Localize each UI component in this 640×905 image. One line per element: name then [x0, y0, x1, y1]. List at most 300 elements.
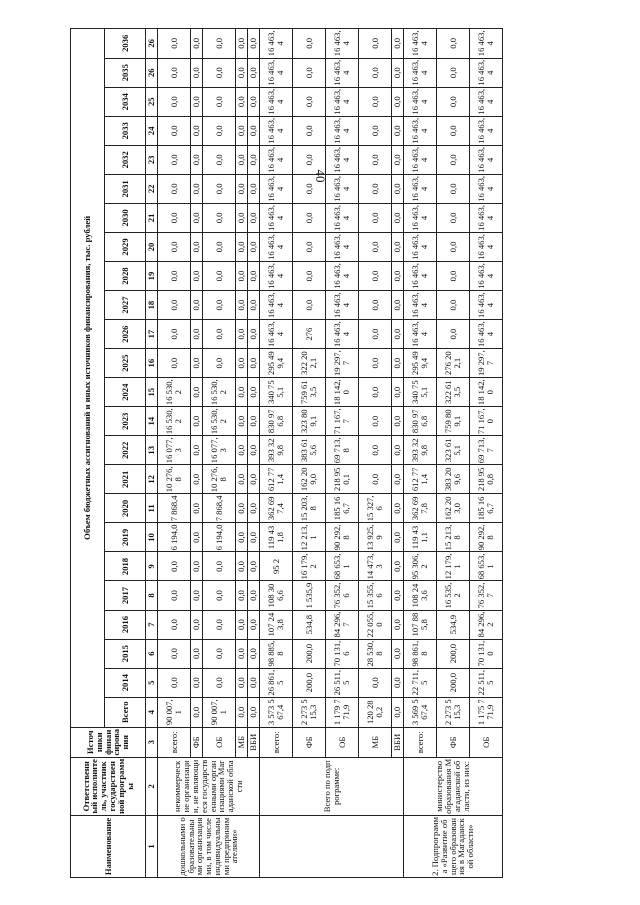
- value-cell: 107 243,8: [260, 610, 293, 639]
- value-cell: 0,0: [437, 29, 470, 59]
- header-source: Источники финансирования: [71, 727, 146, 757]
- value-cell: 16 463,4: [326, 29, 359, 59]
- value-cell: 16 463,4: [326, 116, 359, 145]
- value-cell: 0,0: [248, 407, 260, 436]
- value-cell: 0,0: [191, 87, 203, 116]
- value-cell: 0,0: [392, 320, 404, 349]
- value-cell: 0,0: [392, 639, 404, 668]
- executor-cell: некоммерческие организации, не являющиеся государственными организациями Магаданской области: [158, 757, 260, 815]
- value-cell: 0,0: [203, 203, 236, 232]
- header-year: 2031: [105, 174, 146, 203]
- program-name-cell: 2. Подпрограмма «Развитие общего образования в Магаданской области»: [404, 815, 503, 877]
- column-number: 17: [146, 320, 158, 349]
- value-cell: 0,0: [293, 232, 326, 261]
- value-cell: 0,0: [191, 320, 203, 349]
- value-cell: 0,0: [203, 639, 236, 668]
- value-cell: 0,0: [203, 291, 236, 320]
- executor-cell: министерство образования Магаданской области, из них:: [404, 757, 503, 815]
- value-cell: 0,0: [191, 436, 203, 465]
- table-row: [392, 29, 404, 878]
- column-number: 22: [146, 174, 158, 203]
- value-cell: 16 463,4: [326, 58, 359, 87]
- value-cell: 0,0: [158, 610, 191, 639]
- table-row: [191, 29, 203, 878]
- value-cell: 0,0: [293, 261, 326, 290]
- column-number: 3: [146, 727, 158, 757]
- value-cell: 0,0: [359, 378, 392, 407]
- value-cell: 0,0: [236, 407, 248, 436]
- value-cell: 0,0: [293, 203, 326, 232]
- value-cell: 0,0: [293, 145, 326, 174]
- value-cell: 0,0: [248, 291, 260, 320]
- value-cell: 0,0: [437, 174, 470, 203]
- value-cell: 0,0: [158, 116, 191, 145]
- value-cell: 0,0: [293, 291, 326, 320]
- value-cell: 10 276,8: [203, 465, 236, 494]
- value-cell: 0,0: [248, 610, 260, 639]
- value-cell: 200,0: [437, 668, 470, 697]
- value-cell: 16 463,4: [260, 116, 293, 145]
- value-cell: 19 297,7: [326, 349, 359, 378]
- value-cell: 0,0: [158, 261, 191, 290]
- value-cell: 16 463,4: [470, 203, 503, 232]
- value-cell: 0,0: [248, 465, 260, 494]
- value-cell: 218 950,8: [470, 465, 503, 494]
- value-cell: 6 194,0: [203, 523, 236, 552]
- header-year: 2014: [105, 668, 146, 697]
- value-cell: 16 530,2: [203, 378, 236, 407]
- value-cell: 13 925,9: [359, 523, 392, 552]
- value-cell: 76 352,6: [326, 581, 359, 610]
- value-cell: 15 327,6: [359, 494, 392, 523]
- source-cell: ФБ: [293, 727, 326, 757]
- value-cell: 0,0: [248, 145, 260, 174]
- value-cell: 322 613,5: [437, 378, 470, 407]
- value-cell: 0,0: [248, 58, 260, 87]
- value-cell: 95 306,2: [404, 552, 437, 581]
- value-cell: 0,0: [158, 668, 191, 697]
- value-cell: 16 077,3: [203, 436, 236, 465]
- column-number: 2: [146, 757, 158, 815]
- value-cell: 0,0: [191, 203, 203, 232]
- header-year: 2032: [105, 145, 146, 174]
- value-cell: 16 463,4: [326, 232, 359, 261]
- value-cell: 0,0: [158, 552, 191, 581]
- value-cell: 0,0: [359, 232, 392, 261]
- value-cell: 0,0: [359, 203, 392, 232]
- value-cell: 0,0: [359, 145, 392, 174]
- value-cell: 0,0: [236, 494, 248, 523]
- value-cell: 0,0: [359, 87, 392, 116]
- value-cell: 0,0: [191, 697, 203, 727]
- column-number: 26: [146, 29, 158, 59]
- value-cell: 830 976,8: [260, 407, 293, 436]
- value-cell: 0,0: [359, 407, 392, 436]
- value-cell: 26 511,5: [326, 668, 359, 697]
- value-cell: 22 711,5: [404, 668, 437, 697]
- table-row: [293, 29, 326, 878]
- value-cell: 3 569 567,4: [404, 697, 437, 727]
- value-cell: 16 463,4: [470, 174, 503, 203]
- value-cell: 0,0: [293, 58, 326, 87]
- source-cell: всего:: [404, 727, 437, 757]
- value-cell: 16 463,4: [326, 261, 359, 290]
- value-cell: 0,0: [248, 349, 260, 378]
- value-cell: 70 131,0: [470, 639, 503, 668]
- value-cell: 16 463,4: [260, 203, 293, 232]
- value-cell: 0,0: [203, 145, 236, 174]
- header-year: 2015: [105, 639, 146, 668]
- source-cell: МБ: [359, 727, 392, 757]
- value-cell: 0,0: [191, 174, 203, 203]
- column-number: 16: [146, 349, 158, 378]
- value-cell: 0,0: [236, 378, 248, 407]
- column-number: 9: [146, 552, 158, 581]
- value-cell: 0,0: [236, 145, 248, 174]
- page-number: 40: [313, 169, 328, 183]
- table-row: [260, 29, 293, 878]
- value-cell: 76 352,7: [470, 581, 503, 610]
- column-number: 12: [146, 465, 158, 494]
- value-cell: 0,0: [158, 58, 191, 87]
- header-year: 2018: [105, 552, 146, 581]
- value-cell: 16 463,4: [470, 145, 503, 174]
- value-cell: 0,0: [191, 523, 203, 552]
- value-cell: 84 296,7: [326, 610, 359, 639]
- table-row: [326, 29, 359, 878]
- value-cell: 108 306,6: [260, 581, 293, 610]
- value-cell: 0,0: [293, 174, 326, 203]
- value-cell: 28 530,8: [359, 639, 392, 668]
- value-cell: 16 463,4: [260, 174, 293, 203]
- value-cell: 0,0: [392, 29, 404, 59]
- value-cell: 0,0: [392, 668, 404, 697]
- value-cell: 0,0: [236, 261, 248, 290]
- value-cell: 759 613,5: [293, 378, 326, 407]
- table-row: [359, 29, 392, 878]
- value-cell: 12 213,1: [293, 523, 326, 552]
- value-cell: 0,0: [191, 378, 203, 407]
- value-cell: 16 463,4: [326, 291, 359, 320]
- source-cell: ФБ: [437, 727, 470, 757]
- value-cell: 0,0: [359, 668, 392, 697]
- value-cell: 90 007,1: [158, 697, 191, 727]
- value-cell: 612 771,4: [404, 465, 437, 494]
- value-cell: 16 463,4: [260, 87, 293, 116]
- value-cell: 16 463,4: [326, 174, 359, 203]
- value-cell: 0,0: [248, 378, 260, 407]
- value-cell: 0,0: [203, 261, 236, 290]
- header-year: 2034: [105, 87, 146, 116]
- table-row: [236, 29, 248, 878]
- value-cell: 0,0: [158, 349, 191, 378]
- value-cell: 0,0: [359, 291, 392, 320]
- value-cell: 16 463,4: [326, 87, 359, 116]
- value-cell: 0,0: [392, 436, 404, 465]
- value-cell: 98 885,8: [260, 639, 293, 668]
- value-cell: 0,0: [236, 610, 248, 639]
- source-cell: ФБ: [191, 727, 203, 757]
- value-cell: 0,0: [248, 523, 260, 552]
- value-cell: 0,0: [392, 407, 404, 436]
- header-year: 2033: [105, 116, 146, 145]
- value-cell: 0,0: [392, 552, 404, 581]
- value-cell: 0,0: [392, 174, 404, 203]
- value-cell: 71 167,0: [470, 407, 503, 436]
- value-cell: 0,0: [236, 29, 248, 59]
- value-cell: 14 473,3: [359, 552, 392, 581]
- header-year: 2028: [105, 261, 146, 290]
- value-cell: 0,0: [203, 116, 236, 145]
- header-total: Всего: [105, 697, 146, 727]
- value-cell: 0,0: [236, 232, 248, 261]
- value-cell: 0,0: [437, 203, 470, 232]
- column-number: 25: [146, 87, 158, 116]
- value-cell: 68 653,1: [470, 552, 503, 581]
- table-row: [437, 29, 470, 878]
- value-cell: 16 463,4: [404, 291, 437, 320]
- value-cell: 0,0: [203, 610, 236, 639]
- value-cell: 119 431,1: [404, 523, 437, 552]
- value-cell: 0,0: [437, 232, 470, 261]
- header-year: 2020: [105, 494, 146, 523]
- value-cell: 16 463,4: [470, 116, 503, 145]
- value-cell: 0,0: [437, 145, 470, 174]
- value-cell: 0,0: [248, 203, 260, 232]
- value-cell: 0,0: [248, 174, 260, 203]
- value-cell: 16 463,4: [404, 261, 437, 290]
- value-cell: 16 463,4: [404, 29, 437, 59]
- value-cell: 0,0: [236, 668, 248, 697]
- value-cell: 84 296,2: [470, 610, 503, 639]
- value-cell: 200,0: [293, 639, 326, 668]
- value-cell: 15 213,8: [437, 523, 470, 552]
- value-cell: 276 202,1: [437, 349, 470, 378]
- value-cell: 0,0: [359, 349, 392, 378]
- value-cell: 16 463,4: [470, 87, 503, 116]
- value-cell: 185 166,7: [326, 494, 359, 523]
- value-cell: 0,0: [236, 87, 248, 116]
- value-cell: 0,0: [203, 320, 236, 349]
- value-cell: 90 007,1: [203, 697, 236, 727]
- value-cell: 16 463,4: [404, 174, 437, 203]
- value-cell: 0,0: [158, 291, 191, 320]
- value-cell: 0,0: [248, 552, 260, 581]
- value-cell: 0,0: [191, 145, 203, 174]
- value-cell: 295 499,4: [260, 349, 293, 378]
- value-cell: 18 142,0: [326, 378, 359, 407]
- value-cell: 0,0: [158, 639, 191, 668]
- value-cell: 16 463,4: [404, 203, 437, 232]
- value-cell: 16 463,4: [470, 232, 503, 261]
- value-cell: 16 463,4: [470, 29, 503, 59]
- value-cell: 0,0: [392, 581, 404, 610]
- value-cell: 16 463,4: [404, 232, 437, 261]
- value-cell: 16 463,4: [404, 58, 437, 87]
- value-cell: 0,0: [392, 145, 404, 174]
- value-cell: 200,0: [293, 668, 326, 697]
- value-cell: 0,0: [392, 697, 404, 727]
- program-name-cell: [260, 815, 404, 877]
- value-cell: 2 273 515,3: [437, 697, 470, 727]
- value-cell: 0,0: [191, 581, 203, 610]
- value-cell: 90 292,8: [326, 523, 359, 552]
- value-cell: 323 809,1: [293, 407, 326, 436]
- value-cell: 18 142,0: [470, 378, 503, 407]
- value-cell: 0,0: [236, 697, 248, 727]
- column-number: 23: [146, 145, 158, 174]
- source-cell: всего:: [260, 727, 293, 757]
- value-cell: 0,0: [236, 436, 248, 465]
- header-year: 2030: [105, 203, 146, 232]
- value-cell: 107 885,8: [404, 610, 437, 639]
- value-cell: 0,0: [392, 203, 404, 232]
- value-cell: 0,0: [392, 523, 404, 552]
- value-cell: 612 771,4: [260, 465, 293, 494]
- value-cell: 16 463,4: [470, 320, 503, 349]
- value-cell: 218 950,1: [326, 465, 359, 494]
- value-cell: 16 463,4: [260, 145, 293, 174]
- value-cell: 1 175 771,9: [470, 697, 503, 727]
- value-cell: 16 463,4: [404, 116, 437, 145]
- value-cell: 69 713,7: [470, 436, 503, 465]
- column-number: 19: [146, 261, 158, 290]
- value-cell: 0,0: [158, 145, 191, 174]
- header-year: 2016: [105, 610, 146, 639]
- value-cell: 0,0: [248, 668, 260, 697]
- value-cell: 162 209,0: [293, 465, 326, 494]
- value-cell: 0,0: [236, 465, 248, 494]
- value-cell: 90 292,8: [470, 523, 503, 552]
- value-cell: 0,0: [392, 465, 404, 494]
- value-cell: 0,0: [248, 494, 260, 523]
- value-cell: 0,0: [236, 116, 248, 145]
- value-cell: 362 697,8: [404, 494, 437, 523]
- value-cell: 16 535,2: [437, 581, 470, 610]
- value-cell: 16 463,4: [260, 232, 293, 261]
- value-cell: 759 809,1: [437, 407, 470, 436]
- value-cell: 0,0: [437, 58, 470, 87]
- value-cell: 0,0: [248, 639, 260, 668]
- value-cell: 0,0: [191, 494, 203, 523]
- value-cell: 0,0: [392, 349, 404, 378]
- value-cell: 0,0: [191, 552, 203, 581]
- value-cell: 0,0: [437, 87, 470, 116]
- value-cell: 0,0: [236, 203, 248, 232]
- header-year: 2017: [105, 581, 146, 610]
- value-cell: 340 755,1: [404, 378, 437, 407]
- program-name-cell: дошкольными образовательными организациями, в том числе индивидуальными предпринимателями»: [158, 815, 260, 877]
- value-cell: 95 2: [260, 552, 293, 581]
- value-cell: 2 273 515,3: [293, 697, 326, 727]
- value-cell: 0,0: [236, 349, 248, 378]
- value-cell: 0,0: [248, 29, 260, 59]
- value-cell: 0,0: [248, 436, 260, 465]
- header-year: 2022: [105, 436, 146, 465]
- column-number: 24: [146, 116, 158, 145]
- value-cell: 0,0: [158, 581, 191, 610]
- value-cell: 119 431,8: [260, 523, 293, 552]
- column-number: 14: [146, 407, 158, 436]
- value-cell: 362 697,4: [260, 494, 293, 523]
- value-cell: 0,0: [293, 87, 326, 116]
- value-cell: 16 463,4: [260, 320, 293, 349]
- value-cell: 7 868,4: [158, 494, 191, 523]
- source-cell: ВБИ: [248, 727, 260, 757]
- value-cell: 0,0: [158, 232, 191, 261]
- column-number: 10: [146, 523, 158, 552]
- value-cell: 0,0: [359, 116, 392, 145]
- header-year: 2036: [105, 29, 146, 59]
- header-year: 2029: [105, 232, 146, 261]
- column-number: 20: [146, 232, 158, 261]
- column-number: 1: [146, 815, 158, 877]
- value-cell: 393 329,8: [260, 436, 293, 465]
- value-cell: 534,8: [293, 610, 326, 639]
- value-cell: 0,0: [359, 436, 392, 465]
- value-cell: 22 055,0: [359, 610, 392, 639]
- header-executor: Ответственный исполнитель, участник государственной программы: [71, 757, 146, 815]
- value-cell: 200,0: [437, 639, 470, 668]
- value-cell: 393 329,8: [404, 436, 437, 465]
- source-cell: ВБИ: [392, 727, 404, 757]
- value-cell: 830 976,8: [404, 407, 437, 436]
- value-cell: 0,0: [359, 320, 392, 349]
- value-cell: 0,0: [203, 349, 236, 378]
- value-cell: 0,0: [248, 581, 260, 610]
- value-cell: 276: [293, 320, 326, 349]
- value-cell: 16 530,2: [203, 407, 236, 436]
- executor-cell: Всего по подпрограмме:: [260, 757, 404, 815]
- value-cell: 16 463,4: [470, 58, 503, 87]
- value-cell: 0,0: [236, 320, 248, 349]
- header-name: Наименование: [71, 815, 146, 877]
- value-cell: 322 202,1: [293, 349, 326, 378]
- value-cell: 0,0: [248, 116, 260, 145]
- value-cell: 0,0: [392, 291, 404, 320]
- value-cell: 0,0: [392, 494, 404, 523]
- column-number: 11: [146, 494, 158, 523]
- value-cell: 0,0: [158, 203, 191, 232]
- value-cell: 7 868,4: [203, 494, 236, 523]
- value-cell: 0,0: [203, 232, 236, 261]
- value-cell: 0,0: [203, 174, 236, 203]
- value-cell: 0,0: [203, 87, 236, 116]
- value-cell: 19 297,7: [470, 349, 503, 378]
- value-cell: 16 463,4: [260, 58, 293, 87]
- value-cell: 12 179,1: [437, 552, 470, 581]
- value-cell: 3 573 567,4: [260, 697, 293, 727]
- column-number: 8: [146, 581, 158, 610]
- value-cell: 0,0: [191, 261, 203, 290]
- value-cell: 0,0: [158, 87, 191, 116]
- value-cell: 1 179 771,9: [326, 697, 359, 727]
- value-cell: 16 463,4: [404, 145, 437, 174]
- value-cell: 0,0: [191, 29, 203, 59]
- value-cell: 0,0: [392, 232, 404, 261]
- value-cell: 0,0: [203, 58, 236, 87]
- value-cell: 0,0: [359, 465, 392, 494]
- column-number: 21: [146, 203, 158, 232]
- value-cell: 340 755,1: [260, 378, 293, 407]
- header-year: 2027: [105, 291, 146, 320]
- value-cell: 323 615,1: [437, 436, 470, 465]
- value-cell: 16 530,2: [158, 378, 191, 407]
- column-number: 5: [146, 668, 158, 697]
- value-cell: 0,0: [359, 174, 392, 203]
- value-cell: 0,0: [392, 58, 404, 87]
- value-cell: 16 463,4: [404, 87, 437, 116]
